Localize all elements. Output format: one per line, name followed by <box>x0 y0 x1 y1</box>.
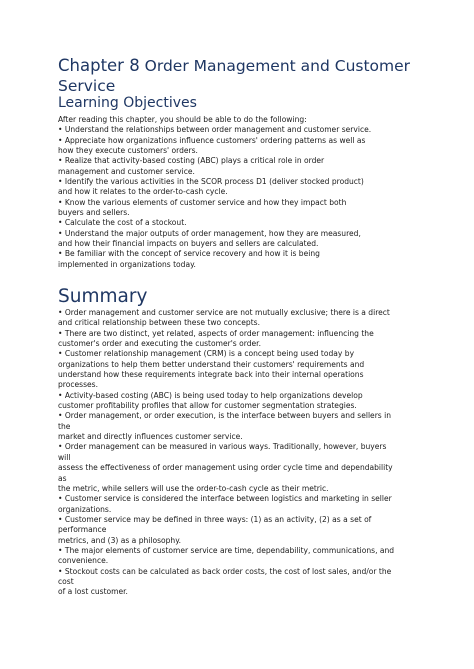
chapter-title <box>58 56 418 96</box>
summary-body <box>58 308 418 598</box>
text-line: as <box>58 473 67 483</box>
text-line: metrics, and (3) as a philosophy. <box>58 535 181 545</box>
text-line: • Order management can be measured in various ways. Traditionally, however, buyers <box>58 442 387 452</box>
text-line: • Customer service is considered the interface between logistics and marketing in seller <box>58 494 392 504</box>
text-line: organizations to help them better understand their customers' requirements and <box>58 359 365 369</box>
text-line: • Realize that activity-based costing (ABC) plays a critical role in order <box>58 156 325 166</box>
text-line: • Appreciate how organizations influence customers' ordering patterns as well as <box>58 135 366 145</box>
text-line: • The major elements of customer service are time, dependability, communications, and <box>58 545 395 555</box>
text-line: the <box>58 421 71 431</box>
text-line: • Customer relationship management (CRM) is a concept being used today by <box>58 349 355 359</box>
text-line: • Be familiar with the concept of service recovery and how it is being <box>58 249 320 259</box>
text-line: convenience. <box>58 556 109 566</box>
text-line: buyers and sellers. <box>58 208 130 218</box>
text-line: how they execute customers' orders. <box>58 146 198 156</box>
text-line: assess the effectiveness of order management using order cycle time and dependability <box>58 463 393 473</box>
text-line: After reading this chapter, you should be able to do the following: <box>58 115 307 124</box>
chapter-number: Chapter 8 <box>58 56 140 75</box>
text-line: • Understand the relationships between order management and customer service. <box>58 125 372 135</box>
text-line: • There are two distinct, yet related, aspects of order management: influencing the <box>58 328 374 338</box>
text-line: of a lost customer. <box>58 587 128 597</box>
text-line: • Understand the major outputs of order management, how they are measured, <box>58 228 361 238</box>
text-line: • Order management and customer service are not mutually exclusive; there is a direct <box>58 308 390 317</box>
text-line: processes. <box>58 380 98 390</box>
chapter-title-text: Order Management and Customer Service <box>58 57 411 95</box>
text-line: and how it relates to the order-to-cash cycle. <box>58 187 228 197</box>
text-line: management and customer service. <box>58 166 195 176</box>
text-line: • Identify the various activities in the SCOR process D1 (deliver stocked product) <box>58 177 364 187</box>
text-line: cost <box>58 576 74 586</box>
text-line: will <box>58 452 71 462</box>
learning-objectives-body <box>58 115 418 270</box>
summary-heading: Summary <box>58 286 148 307</box>
text-line: understand how these requirements integrate back into their internal operations <box>58 370 364 380</box>
text-line: • Know the various elements of customer service and how they impact both <box>58 197 347 207</box>
text-line: • Order management, or order execution, is the interface between buyers and sellers in <box>58 411 392 421</box>
text-line: and how their financial impacts on buyers and sellers are calculated. <box>58 239 319 249</box>
text-line: the metric, while sellers will use the order-to-cash cycle as their metric. <box>58 483 329 493</box>
text-line: performance <box>58 525 107 535</box>
text-line: • Customer service may be defined in three ways: (1) as an activity, (2) as a set of <box>58 514 372 524</box>
text-line: implemented in organizations today. <box>58 259 196 269</box>
text-line: • Stockout costs can be calculated as back order costs, the cost of lost sales, and/or the <box>58 566 392 576</box>
text-line: and critical relationship between these two concepts. <box>58 318 260 328</box>
learning-objectives-heading: Learning Objectives <box>58 95 197 111</box>
text-line: customer profitability profiles that allow for customer segmentation strategies. <box>58 401 357 411</box>
text-line: • Calculate the cost of a stockout. <box>58 218 187 228</box>
text-line: organizations. <box>58 504 112 514</box>
text-line: customer's order and executing the customer's order. <box>58 339 261 349</box>
text-line: • Activity-based costing (ABC) is being used today to help organizations develop <box>58 390 363 400</box>
text-line: market and directly influences customer service. <box>58 432 243 442</box>
